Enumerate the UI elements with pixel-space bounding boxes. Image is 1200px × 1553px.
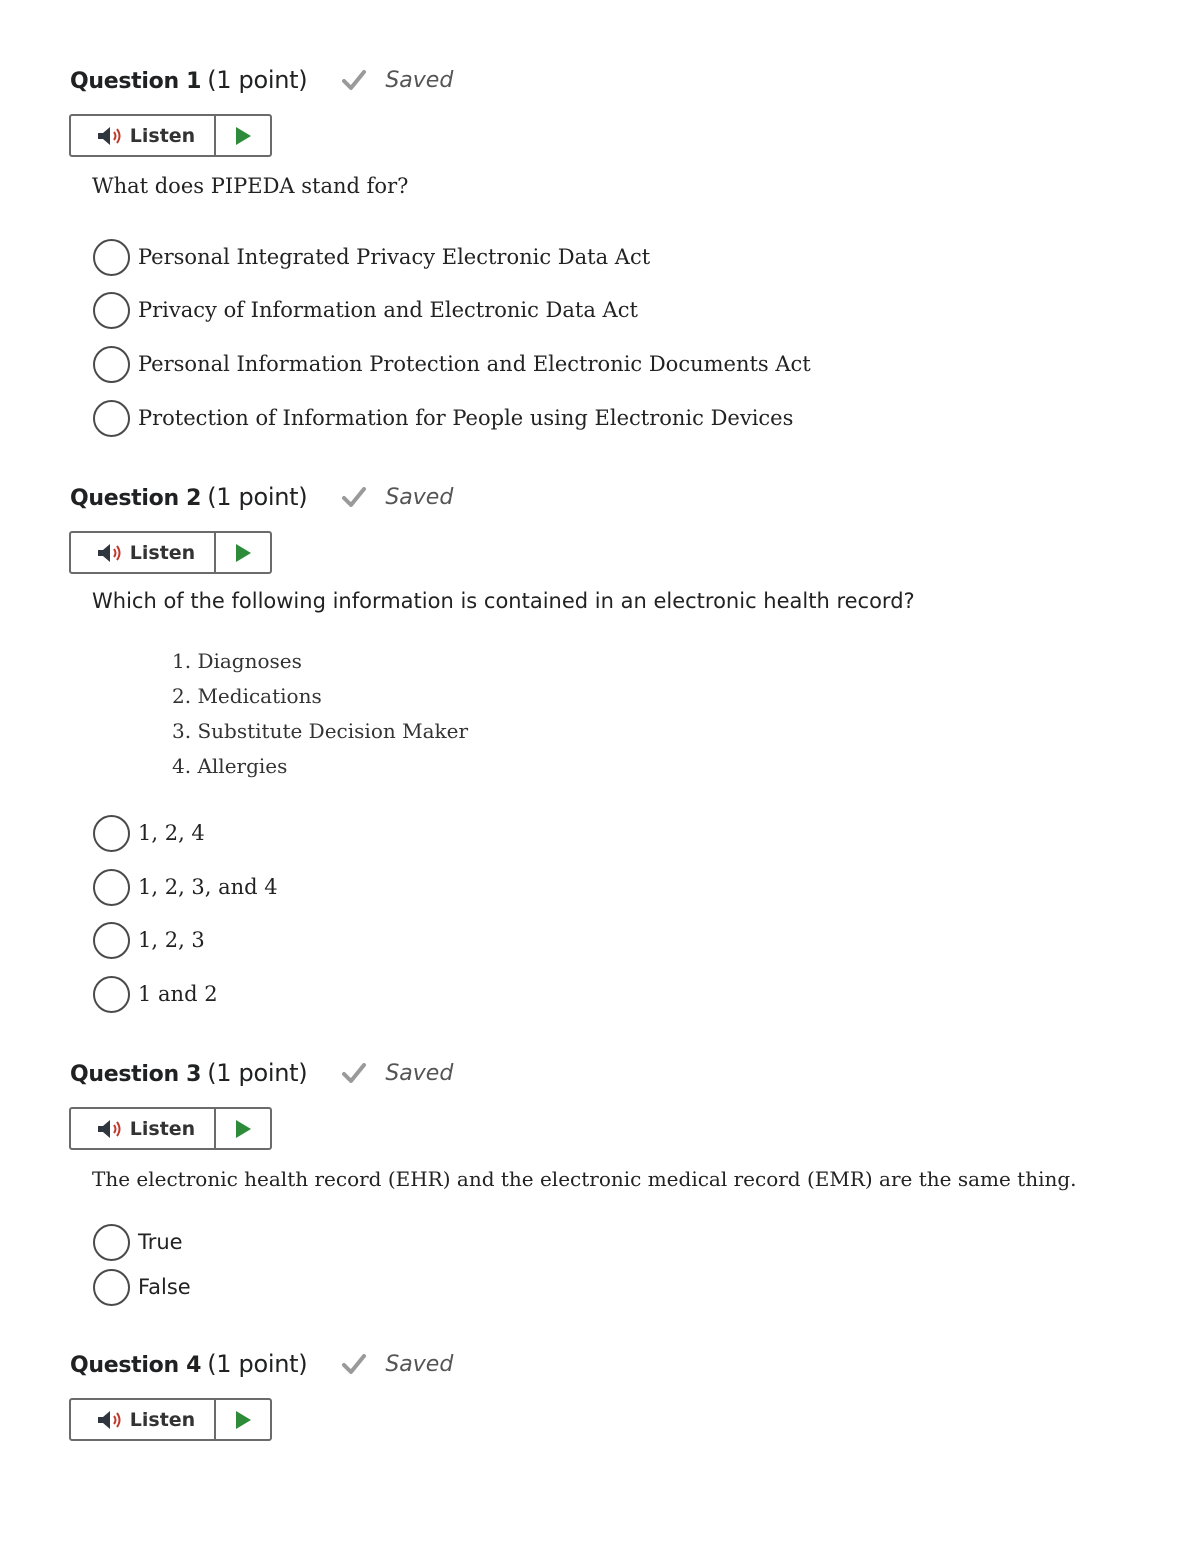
radio-button[interactable]	[93, 346, 130, 383]
list-text: Substitute Decision Maker	[197, 719, 469, 743]
saved-status	[341, 1060, 453, 1086]
option-label: False	[138, 1275, 191, 1299]
option-label: Privacy of Information and Electronic Data Act	[138, 298, 638, 322]
play-button[interactable]	[216, 1400, 270, 1439]
check-icon	[341, 1351, 367, 1377]
option-label: Protection of Information for People using Electronic Devices	[138, 406, 794, 430]
saved-text: Saved	[385, 67, 454, 93]
check-icon	[341, 67, 367, 93]
question-3-header	[70, 1055, 453, 1091]
radio-button[interactable]	[93, 292, 130, 329]
radio-button[interactable]	[93, 922, 130, 959]
list-number: 2.	[172, 684, 192, 708]
question-points: (1 point)	[207, 1059, 308, 1087]
play-icon	[234, 126, 252, 146]
listen-widget	[69, 1398, 272, 1441]
list-item	[172, 749, 468, 784]
radio-button[interactable]	[93, 1224, 130, 1261]
speaker-icon	[96, 125, 126, 147]
radio-button[interactable]	[93, 239, 130, 276]
radio-button[interactable]	[93, 1269, 130, 1306]
list-number: 4.	[172, 754, 192, 778]
listen-widget	[69, 1107, 272, 1150]
question-points: (1 point)	[207, 1350, 308, 1378]
radio-button[interactable]	[93, 400, 130, 437]
check-icon	[341, 1060, 367, 1086]
option-label: True	[138, 1230, 183, 1254]
saved-text: Saved	[385, 1060, 454, 1086]
play-icon	[234, 1119, 252, 1139]
listen-widget	[69, 114, 272, 157]
speaker-icon	[96, 1118, 126, 1140]
listen-widget	[69, 531, 272, 574]
answer-option[interactable]	[93, 920, 205, 960]
saved-status	[341, 484, 453, 510]
play-icon	[234, 543, 252, 563]
question-label: Question 1	[70, 69, 202, 94]
saved-text: Saved	[385, 1351, 454, 1377]
question-points: (1 point)	[207, 483, 308, 511]
option-label: 1 and 2	[138, 982, 218, 1006]
listen-button[interactable]	[71, 1109, 216, 1148]
saved-status	[341, 67, 453, 93]
question-title	[70, 66, 307, 94]
listen-button[interactable]	[71, 116, 216, 155]
list-number: 1.	[172, 649, 192, 673]
speaker-icon	[96, 542, 126, 564]
listen-button[interactable]	[71, 1400, 216, 1439]
question-points: (1 point)	[207, 66, 308, 94]
question-stem: What does PIPEDA stand for?	[92, 174, 409, 198]
answer-option[interactable]	[93, 398, 793, 438]
question-4-header	[70, 1346, 453, 1382]
radio-button[interactable]	[93, 815, 130, 852]
answer-option[interactable]	[93, 813, 205, 853]
question-2-header	[70, 479, 453, 515]
question-stem: Which of the following information is contained in an electronic health record?	[92, 589, 915, 613]
numbered-list	[172, 644, 468, 784]
answer-option[interactable]	[93, 867, 278, 907]
saved-status	[341, 1351, 453, 1377]
answer-option[interactable]	[93, 974, 218, 1014]
listen-label: Listen	[129, 1117, 196, 1140]
option-label: 1, 2, 3, and 4	[138, 875, 278, 899]
speaker-icon	[96, 1409, 126, 1431]
radio-button[interactable]	[93, 869, 130, 906]
option-label: Personal Integrated Privacy Electronic Data Act	[138, 245, 651, 269]
answer-option[interactable]	[93, 237, 650, 277]
answer-option[interactable]	[93, 344, 811, 384]
question-label: Question 3	[70, 1062, 202, 1087]
saved-text: Saved	[385, 484, 454, 510]
question-label: Question 4	[70, 1353, 202, 1378]
list-number: 3.	[172, 719, 192, 743]
play-button[interactable]	[216, 533, 270, 572]
question-title	[70, 1059, 307, 1087]
play-button[interactable]	[216, 1109, 270, 1148]
play-button[interactable]	[216, 116, 270, 155]
option-label: 1, 2, 3	[138, 928, 205, 952]
question-1-header	[70, 62, 453, 98]
play-icon	[234, 1410, 252, 1430]
list-text: Diagnoses	[197, 649, 302, 673]
answer-option[interactable]	[93, 1222, 183, 1262]
question-label: Question 2	[70, 486, 202, 511]
question-stem: The electronic health record (EHR) and the electronic medical record (EMR) are the same thing.	[92, 1167, 1077, 1191]
list-text: Allergies	[197, 754, 288, 778]
option-label: Personal Information Protection and Electronic Documents Act	[138, 352, 811, 376]
answer-option[interactable]	[93, 1267, 191, 1307]
radio-button[interactable]	[93, 976, 130, 1013]
question-title	[70, 1350, 307, 1378]
listen-label: Listen	[129, 541, 196, 564]
list-item	[172, 714, 468, 749]
list-text: Medications	[197, 684, 322, 708]
list-item	[172, 644, 468, 679]
listen-label: Listen	[129, 1408, 196, 1431]
listen-button[interactable]	[71, 533, 216, 572]
list-item	[172, 679, 468, 714]
option-label: 1, 2, 4	[138, 821, 205, 845]
check-icon	[341, 484, 367, 510]
question-title	[70, 483, 307, 511]
listen-label: Listen	[129, 124, 196, 147]
answer-option[interactable]	[93, 290, 638, 330]
